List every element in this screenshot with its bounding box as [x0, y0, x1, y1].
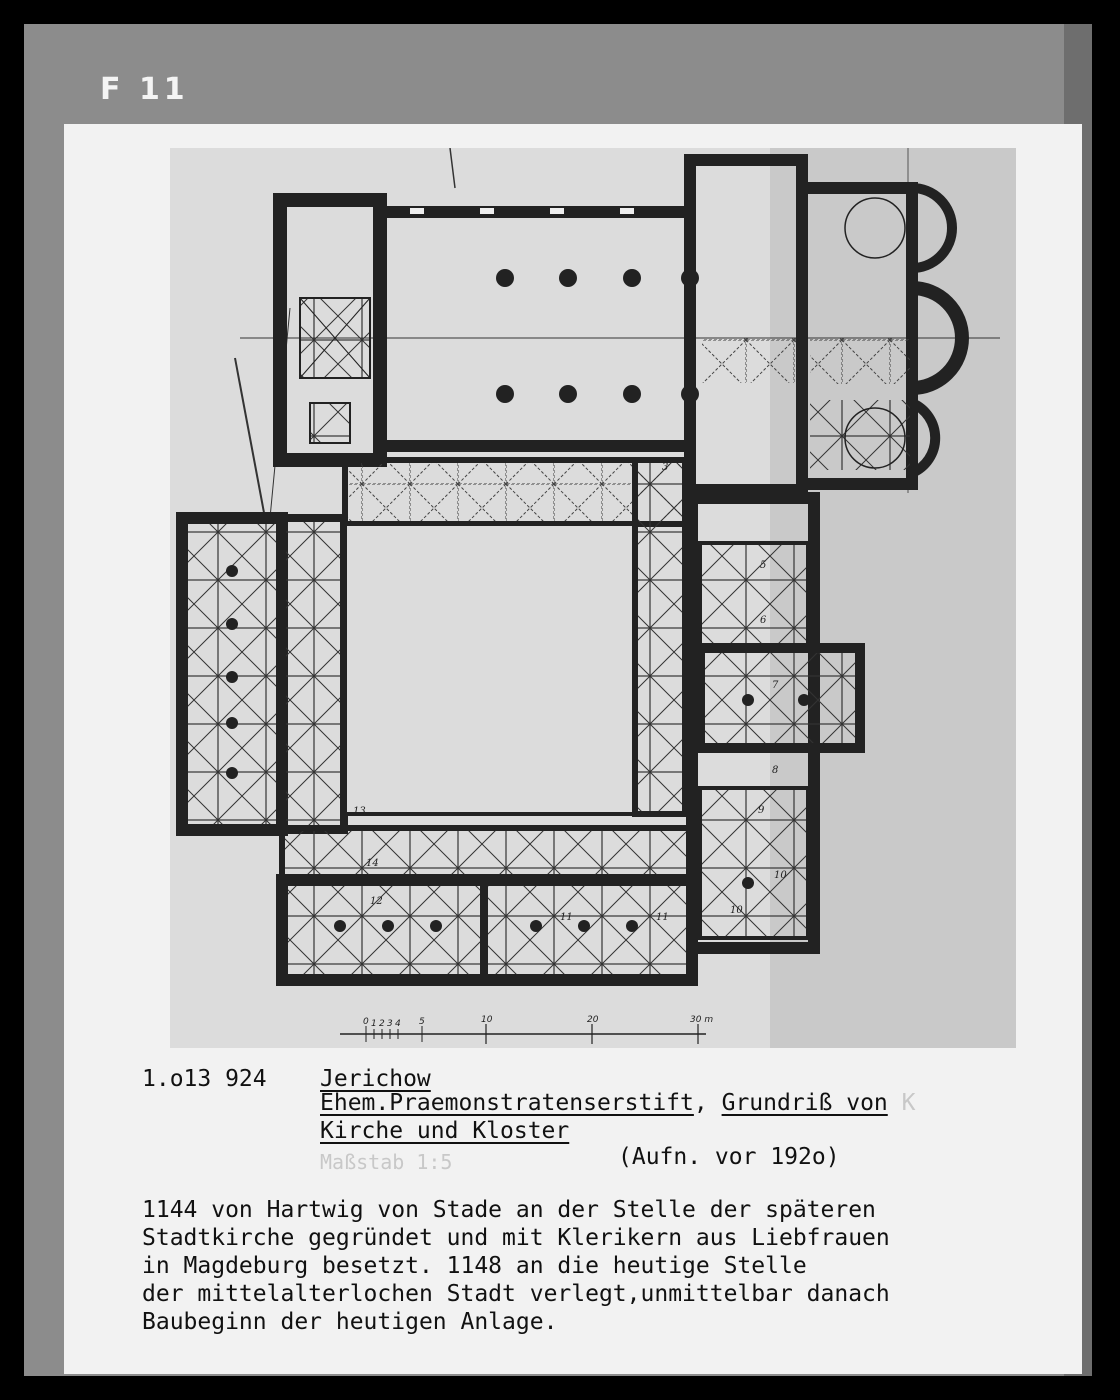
- room-number: 11: [560, 912, 573, 923]
- room-number: 9: [758, 805, 765, 816]
- scale-tick-label: 20: [587, 1015, 599, 1025]
- room-number: 10: [774, 870, 787, 881]
- description-line: Stadtkirche gegründet und mit Klerikern aus Liebfrauen: [142, 1225, 890, 1251]
- floor-plan-drawing: [170, 148, 1016, 1048]
- detail-faint: K: [901, 1090, 916, 1116]
- room-number: 10: [730, 905, 743, 916]
- room-number: 8: [772, 765, 779, 776]
- room-number: 12: [370, 896, 383, 907]
- stray-mark: [450, 148, 455, 188]
- object-name: Kirche und Kloster: [320, 1118, 570, 1144]
- inventory-number: 1.o13 924: [142, 1066, 267, 1092]
- subject-line: [320, 1092, 915, 1115]
- subject: Ehem.Praemonstratenserstift: [320, 1090, 694, 1116]
- photo-date: (Aufn. vor 192o): [618, 1144, 840, 1170]
- scale-tick-label: 10: [481, 1015, 493, 1025]
- cloister-south: [282, 828, 692, 880]
- description-line: Baubeginn der heutigen Anlage.: [142, 1309, 558, 1335]
- description-line: 1144 von Hartwig von Stade an der Stelle der späteren: [142, 1197, 876, 1223]
- description-line: in Magdeburg besetzt. 1148 an die heutige Stelle: [142, 1253, 807, 1279]
- room-number: 13: [353, 806, 366, 817]
- scale-tick-label: 2: [379, 1019, 385, 1029]
- description-line: der mittelalterlochen Stadt verlegt,unmittelbar danach: [142, 1281, 890, 1307]
- room-number: 11: [656, 912, 669, 923]
- scale-tick-label: 4: [395, 1019, 401, 1029]
- scale-bar: [340, 1015, 713, 1044]
- detail: Grundriß von: [721, 1090, 888, 1116]
- room-number: 5: [760, 560, 767, 571]
- place-name: Jerichow: [320, 1066, 431, 1092]
- description: [142, 1196, 1042, 1336]
- room-number: 14: [366, 858, 379, 869]
- scale-tick-label: 1: [371, 1019, 377, 1029]
- south-range: [282, 880, 692, 980]
- scale-tick-label: 0: [363, 1017, 369, 1027]
- scale-tick-label: 3: [387, 1019, 393, 1029]
- room-number: 7: [772, 680, 779, 691]
- scale-tick-label: 5: [419, 1017, 425, 1027]
- cloister-garth: [345, 524, 635, 814]
- scale-tick-label: 30 m: [690, 1015, 714, 1025]
- card-code: F 11: [100, 72, 189, 107]
- cloister-east: [635, 460, 685, 814]
- room-number: 3: [662, 462, 669, 473]
- section-line: [235, 358, 265, 518]
- room-number: 6: [760, 615, 767, 626]
- subject-separator: ,: [693, 1090, 708, 1116]
- west-range: [182, 518, 344, 830]
- faint-scale-note: Maßstab 1:5: [320, 1150, 453, 1174]
